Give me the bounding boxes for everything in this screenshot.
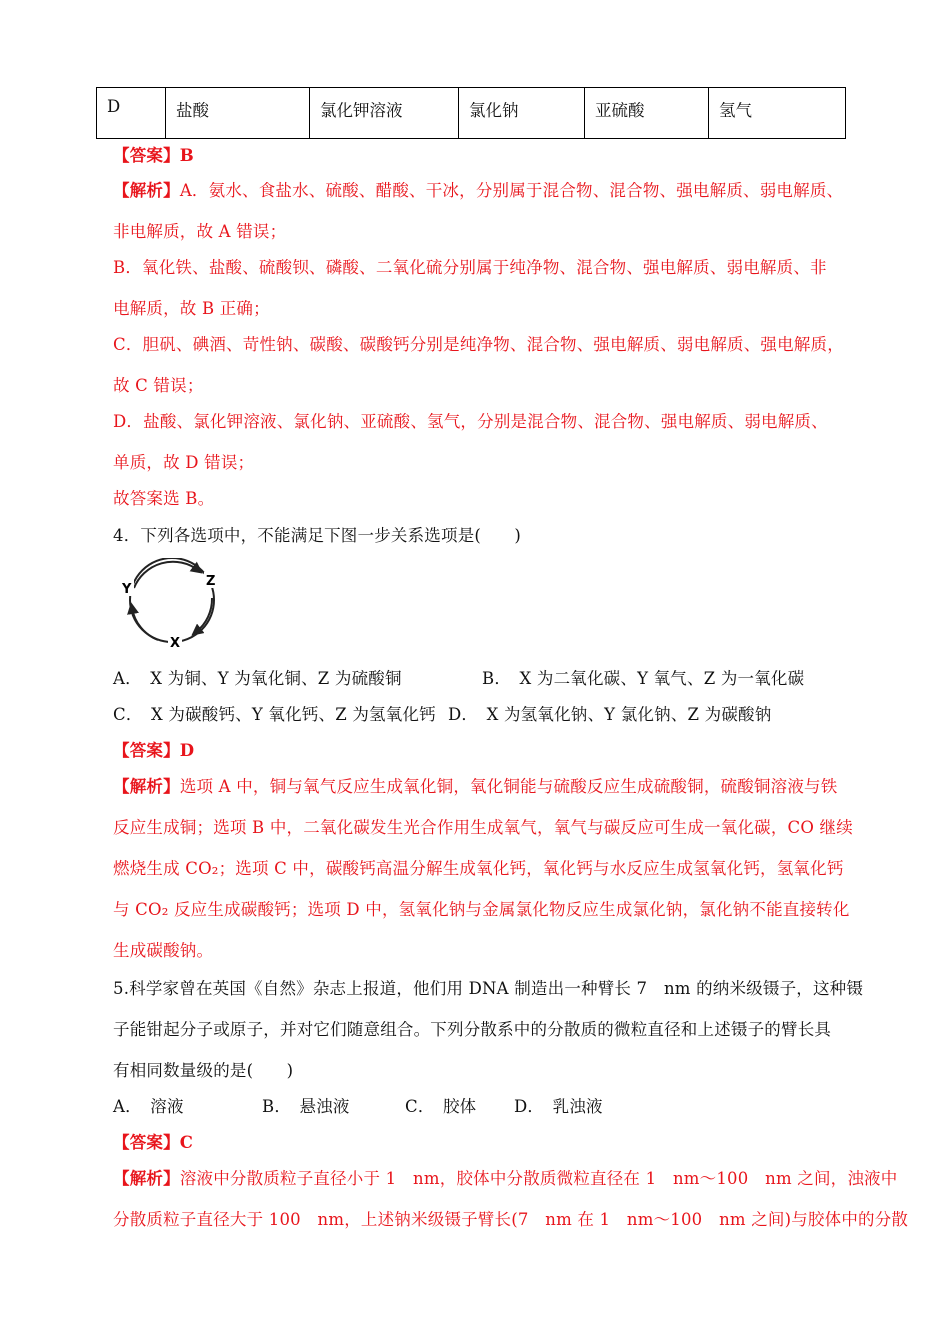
table-cell: 亚硫酸 bbox=[585, 88, 709, 139]
table-cell: 氢气 bbox=[709, 88, 846, 139]
q4-option-a: A． X 为铜、Y 为氧化铜、Z 为硫酸铜 bbox=[113, 669, 402, 688]
q5-stem-line-1: 子能钳起分子或原子，并对它们随意组合。下列分散系中的分散质的微粒直径和上述镊子的臂长具 bbox=[113, 1020, 832, 1039]
label-y: Y bbox=[122, 582, 132, 597]
q5-stem-line-2: 有相同数量级的是( ) bbox=[113, 1061, 294, 1080]
table-cell: 盐酸 bbox=[166, 88, 310, 139]
q4-option-c: C． X 为碳酸钙、Y 氧化钙、Z 为氢氧化钙 bbox=[113, 705, 436, 724]
q3-line-3: 电解质，故 B 正确； bbox=[113, 299, 270, 318]
q3-line-0: A．氨水、食盐水、硫酸、醋酸、干冰，分别属于混合物、混合物、强电解质、弱电解质、 bbox=[179, 181, 844, 200]
q5-option-c: C． 胶体 bbox=[405, 1097, 477, 1116]
q4-line-4: 生成碳酸钠。 bbox=[113, 941, 214, 960]
label-x: X bbox=[170, 636, 181, 650]
arrow-x-to-y bbox=[132, 608, 158, 640]
q3-line-8: 故答案选 B。 bbox=[113, 489, 215, 508]
q5-line-0: 溶液中分散质粒子直径小于 1 nm，胶体中分散质微粒直径在 1 nm～100 nm 之间，浊液中 bbox=[179, 1169, 898, 1188]
q3-line-4: C．胆矾、碘酒、苛性钠、碳酸、碳酸钙分别是纯净物、混合物、强电解质、弱电解质、强电解质， bbox=[113, 335, 844, 354]
q3-line-5: 故 C 错误； bbox=[113, 376, 204, 395]
options-table-row-d bbox=[96, 87, 846, 139]
q4-stem: 4．下列各选项中，不能满足下图一步关系选项是( ) bbox=[113, 526, 522, 545]
q3-line-6: D．盐酸、氯化钾溶液、氯化钠、亚硫酸、氢气，分别是混合物、混合物、强电解质、弱电解质、 bbox=[113, 412, 828, 431]
q4-answer: 【答案】D bbox=[113, 741, 195, 760]
q4-explanation-label: 【解析】 bbox=[113, 777, 180, 796]
q5-stem-line-0: 5.科学家曾在英国《自然》杂志上报道，他们用 DNA 制造出一种臂长 7 nm 的纳米级镊子，这种镊 bbox=[113, 979, 864, 998]
q3-explanation-label: 【解析】 bbox=[113, 181, 180, 200]
q4-option-b: B． X 为二氧化碳、Y 氧气、Z 为一氧化碳 bbox=[482, 669, 805, 688]
q4-line-1: 反应生成铜；选项 B 中，二氧化碳发生光合作用生成氧气，氧气与碳反应可生成一氧化碳，CO 继续 bbox=[113, 818, 853, 837]
table-cell: 氯化钠 bbox=[459, 88, 585, 139]
q4-explanation-line bbox=[113, 773, 837, 797]
table-cell: 氯化钾溶液 bbox=[310, 88, 459, 139]
q4-line-3: 与 CO₂ 反应生成碳酸钙；选项 D 中，氢氧化钠与金属氯化物反应生成氯化钠，氯化钠不能直接转化 bbox=[113, 900, 850, 919]
q5-explanation-label: 【解析】 bbox=[113, 1169, 180, 1188]
arrow-y-to-z bbox=[134, 562, 198, 588]
q4-option-d: D． X 为氢氧化钠、Y 氯化钠、Z 为碳酸钠 bbox=[448, 705, 772, 724]
label-z: Z bbox=[206, 574, 216, 589]
q5-option-b: B． 悬浊液 bbox=[262, 1097, 350, 1116]
cycle-diagram bbox=[118, 558, 222, 650]
q3-answer: 【答案】B bbox=[113, 146, 194, 165]
q4-line-2: 燃烧生成 CO₂；选项 C 中，碳酸钙高温分解生成氧化钙，氧化钙与水反应生成氢氧化钙，氢氧化钙 bbox=[113, 859, 844, 878]
q5-line-1: 分散质粒子直径大于 100 nm，上述钠米级镊子臂长(7 nm 在 1 nm～100 nm 之间)与胶体中的分散 bbox=[113, 1210, 909, 1229]
q3-line-2: B．氧化铁、盐酸、硫酸钡、磷酸、二氧化硫分别属于纯净物、混合物、强电解质、弱电解质、非 bbox=[113, 258, 827, 277]
q5-option-a: A． 溶液 bbox=[113, 1097, 184, 1116]
q5-explanation-line bbox=[113, 1165, 897, 1189]
q4-line-0: 选项 A 中，铜与氧气反应生成氧化铜，氧化铜能与硫酸反应生成硫酸铜，硫酸铜溶液与铁 bbox=[179, 777, 838, 796]
q5-answer: 【答案】C bbox=[113, 1133, 194, 1152]
q3-line-1: 非电解质，故 A 错误； bbox=[113, 222, 287, 241]
cycle-diagram-svg bbox=[118, 558, 222, 650]
q5-option-d: D． 乳浊液 bbox=[514, 1097, 603, 1116]
table-cell-label: D bbox=[97, 88, 166, 139]
q3-explanation-line bbox=[113, 177, 843, 201]
q3-line-7: 单质，故 D 错误； bbox=[113, 453, 255, 472]
